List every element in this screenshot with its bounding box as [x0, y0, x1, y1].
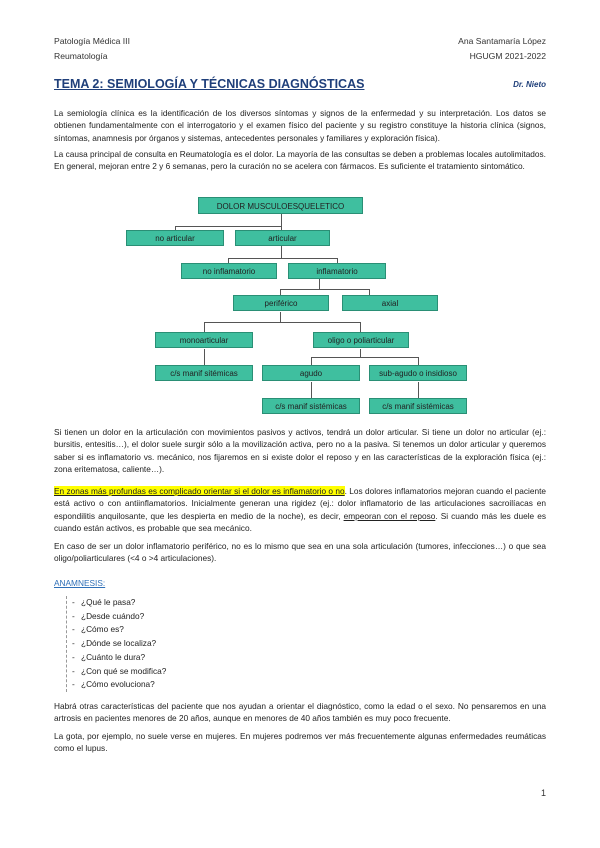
list-item: - ¿Con qué se modifica? [67, 665, 166, 679]
node-agudo-systemic: c/s manif sistémicas [262, 398, 360, 414]
node-root: DOLOR MUSCULOESQUELETICO [198, 197, 363, 214]
list-item: - ¿Dónde se localiza? [67, 637, 166, 651]
connector [360, 322, 361, 332]
paragraph-cause: La causa principal de consulta en Reumatología es el dolor. La mayoría de las consultas se deben a problemas locales autolimitados. En general, mejoran entre 2 y 6 semanas, pero la curación no se acelera con fármacos. Es suficiente el tratamiento sintomático. [54, 149, 546, 172]
connector [418, 357, 419, 365]
node-no-articular: no articular [126, 230, 224, 246]
connector [319, 279, 320, 289]
node-subagudo: sub-agudo o insidioso [369, 365, 467, 381]
connector [175, 226, 282, 227]
connector [280, 312, 281, 322]
paragraph-peripheral: En caso de ser un dolor inflamatorio periférico, no es lo mismo que sea en una sola articulación (tumores, infecciones…) o que sea oligo/poliarticulares (<4 o >4 articulaciones). [54, 541, 546, 564]
highlighted-text: En zonas más profundas es complicado orientar si el dolor es inflamatorio o no [54, 486, 345, 496]
institution-year: HGUGM 2021-2022 [469, 51, 546, 61]
lecturer: Dr. Nieto [513, 80, 546, 89]
header-right [458, 34, 546, 64]
connector [311, 357, 419, 358]
list-item: - ¿Cómo evoluciona? [67, 678, 166, 692]
connector [311, 357, 312, 365]
node-articular: articular [235, 230, 330, 246]
connector [204, 322, 361, 323]
connector [204, 322, 205, 332]
node-periferico: periférico [233, 295, 329, 311]
paragraph-text: . Los dolores inflamatorios mejoran cuando el paciente está activo o con antiinflamatorios. Inicialmente generan una rigidez (ej.: dolor inflamatorio de las articulaciones sacroilíacas en espondilitis anquilosante, que les despierta en medio de la noche), es decir, [54, 486, 546, 521]
course-name: Patología Médica III [54, 36, 130, 46]
node-axial: axial [342, 295, 438, 311]
author-name: Ana Santamaría López [458, 36, 546, 46]
node-mono-systemic: c/s manif sitémicas [155, 365, 253, 381]
connector [280, 289, 370, 290]
connector [228, 258, 338, 259]
paragraph-patient-characteristics: Habrá otras características del paciente que nos ayudan a orientar el diagnóstico, como la edad o el sexo. No pensaremos en una artrosis en pacientes menores de 20 años, aunque en menores de 40 años también es muy poco frecuente. [54, 701, 546, 724]
connector [418, 382, 419, 398]
list-item: - ¿Qué le pasa? [67, 596, 166, 610]
connector [204, 349, 205, 365]
list-item: - ¿Desde cuándo? [67, 610, 166, 624]
node-agudo: agudo [262, 365, 360, 381]
node-monoarticular: monoarticular [155, 332, 253, 348]
list-item: - ¿Cómo es? [67, 623, 166, 637]
connector [311, 382, 312, 398]
node-no-inflamatorio: no inflamatorio [181, 263, 277, 279]
header-left [54, 34, 130, 64]
node-subagudo-systemic: c/s manif sistémicas [369, 398, 467, 414]
subject-name: Reumatología [54, 51, 108, 61]
underlined-text: empeoran con el reposo [343, 510, 436, 521]
page-title [54, 77, 364, 91]
connector [281, 246, 282, 258]
paragraph-text-end: . Si cuando más les duele es cuando están activos, es probable que sea mecánico. [54, 510, 546, 534]
anamnesis-question-list [66, 596, 166, 692]
page-number: 1 [540, 788, 546, 798]
paragraph-intro: La semiología clínica es la identificación de los diversos síntomas y signos de la enfermedad y su interpretación. Los datos se obtienen fundamentalmente con el interrogatorio y el examen físico del paciente y su registro constituye la historia clínica (signos, síntomas, anamnesis por órganos y sistemas, antecedentes personales y familiares y exploración física). [54, 108, 546, 143]
connector [360, 349, 361, 357]
node-oligo-poliarticular: oligo o poliarticular [313, 332, 409, 348]
section-heading-anamnesis: ANAMNESIS: [54, 578, 106, 588]
paragraph-gout: La gota, por ejemplo, no suele verse en mujeres. En mujeres podremos ver más frecuentemente algunas enfermedades reumáticas como el lupus. [54, 731, 546, 754]
list-item: - ¿Cuánto le dura? [67, 651, 166, 665]
title-text: SEMIOLOGÍA Y TÉCNICAS DIAGNÓSTICAS [103, 77, 365, 91]
paragraph-articular: Si tienen un dolor en la articulación con movimientos pasivos y activos, tendrá un dolor articular. Si tiene un dolor no articular (ej.: bursitis, entesitis…), el dolor suele surgir sólo a la movilización activa, pero no a la pasiva. Si tenemos un dolor articular y queremos saber si es inflamatorio vs. mecánico, nos fijaremos en si existe dolor el reposo y en las características de la exploración física (ej.: zona eritematosa, caliente…). [54, 427, 546, 475]
paragraph-inflammatory [54, 485, 546, 535]
title-prefix: TEMA 2: [54, 77, 104, 91]
node-inflamatorio: inflamatorio [288, 263, 386, 279]
connector [281, 214, 282, 226]
